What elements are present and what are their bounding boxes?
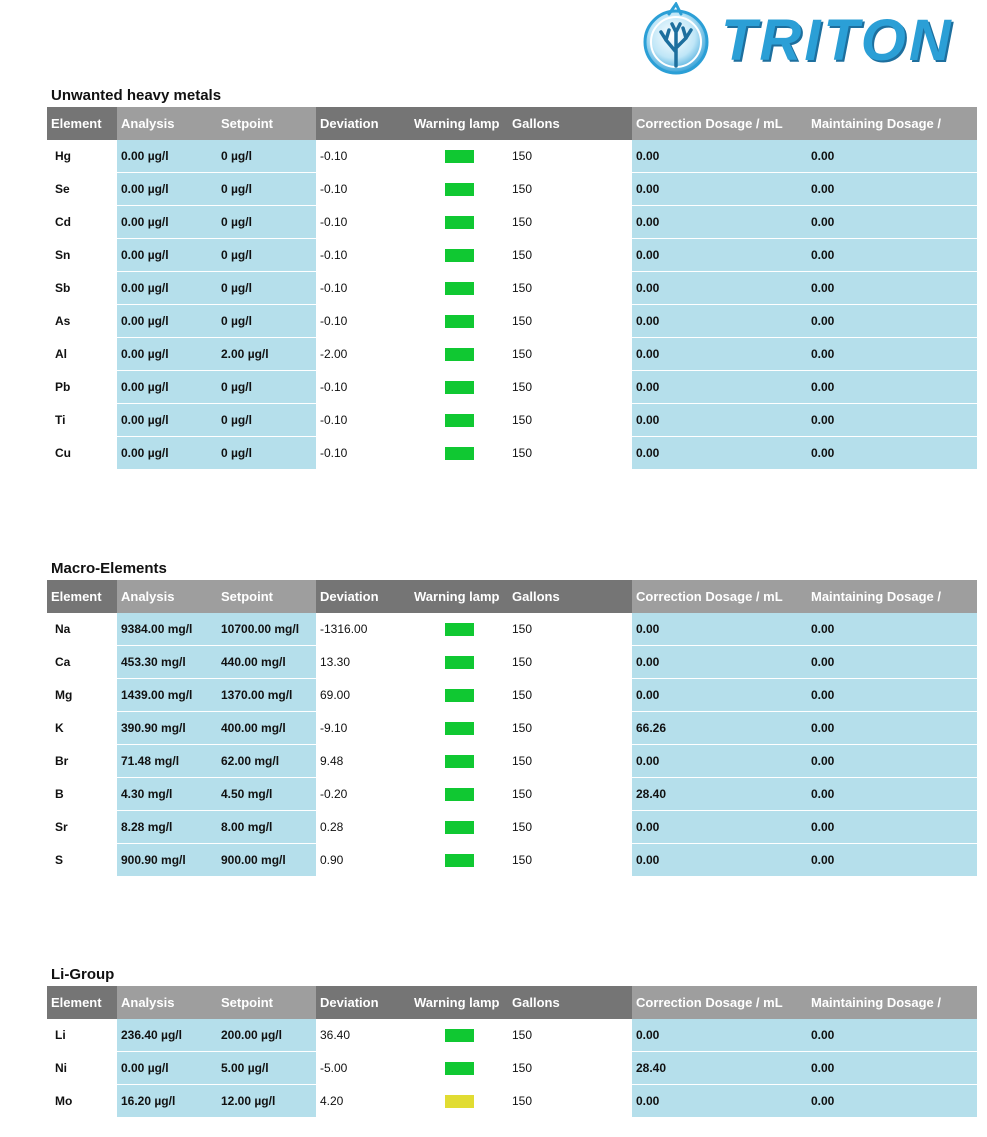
cell-deviation: 0.90 (316, 844, 410, 877)
warning-lamp-cell (410, 745, 508, 778)
table-row (47, 140, 977, 173)
section-title: Macro-Elements (51, 560, 167, 577)
table-row (47, 371, 977, 404)
cell-analysis: 0.00 µg/l (117, 1052, 217, 1085)
cell-element: Ti (47, 404, 117, 437)
warning-lamp-icon (445, 282, 474, 295)
cell-maintaining: 0.00 (807, 206, 977, 239)
table-row (47, 239, 977, 272)
cell-gallons: 150 (508, 646, 632, 679)
column-header-element: Element (47, 580, 117, 613)
cell-gallons: 150 (508, 371, 632, 404)
cell-deviation: 36.40 (316, 1019, 410, 1052)
cell-element: Mo (47, 1085, 117, 1118)
cell-deviation: -0.10 (316, 437, 410, 470)
cell-setpoint: 5.00 µg/l (217, 1052, 316, 1085)
column-header-analysis: Analysis (117, 580, 217, 613)
warning-lamp-icon (445, 689, 474, 702)
section-2 (47, 964, 977, 1118)
cell-analysis: 0.00 µg/l (117, 404, 217, 437)
warning-lamp-icon (445, 788, 474, 801)
column-header-element: Element (47, 107, 117, 140)
cell-setpoint: 8.00 mg/l (217, 811, 316, 844)
table-row (47, 646, 977, 679)
cell-gallons: 150 (508, 338, 632, 371)
warning-lamp-icon (445, 1062, 474, 1075)
table-row (47, 404, 977, 437)
warning-lamp-cell (410, 646, 508, 679)
cell-element: As (47, 305, 117, 338)
column-header-lamp: Warning lamp (410, 986, 508, 1019)
cell-maintaining: 0.00 (807, 1052, 977, 1085)
warning-lamp-icon (445, 414, 474, 427)
cell-maintaining: 0.00 (807, 305, 977, 338)
cell-maintaining: 0.00 (807, 1019, 977, 1052)
cell-maintaining: 0.00 (807, 613, 977, 646)
cell-deviation: -0.10 (316, 404, 410, 437)
cell-analysis: 0.00 µg/l (117, 239, 217, 272)
cell-correction: 0.00 (632, 206, 807, 239)
table-row (47, 745, 977, 778)
cell-correction: 0.00 (632, 844, 807, 877)
cell-deviation: -2.00 (316, 338, 410, 371)
warning-lamp-cell (410, 712, 508, 745)
cell-analysis: 0.00 µg/l (117, 371, 217, 404)
warning-lamp-icon (445, 447, 474, 460)
cell-gallons: 150 (508, 679, 632, 712)
analysis-table (47, 580, 977, 877)
cell-element: Pb (47, 371, 117, 404)
cell-analysis: 453.30 mg/l (117, 646, 217, 679)
cell-gallons: 150 (508, 272, 632, 305)
table-row (47, 338, 977, 371)
cell-setpoint: 0 µg/l (217, 140, 316, 173)
column-header-lamp: Warning lamp (410, 107, 508, 140)
cell-deviation: 0.28 (316, 811, 410, 844)
column-header-correction: Correction Dosage / mL (632, 986, 807, 1019)
cell-element: K (47, 712, 117, 745)
cell-setpoint: 440.00 mg/l (217, 646, 316, 679)
warning-lamp-cell (410, 778, 508, 811)
warning-lamp-icon (445, 216, 474, 229)
cell-element: Se (47, 173, 117, 206)
cell-maintaining: 0.00 (807, 646, 977, 679)
cell-maintaining: 0.00 (807, 371, 977, 404)
table-row (47, 679, 977, 712)
table-row (47, 206, 977, 239)
section-1 (47, 558, 977, 877)
cell-maintaining: 0.00 (807, 712, 977, 745)
cell-gallons: 150 (508, 206, 632, 239)
cell-analysis: 0.00 µg/l (117, 140, 217, 173)
table-header-row (47, 580, 977, 613)
cell-correction: 0.00 (632, 239, 807, 272)
cell-element: S (47, 844, 117, 877)
cell-setpoint: 62.00 mg/l (217, 745, 316, 778)
cell-setpoint: 400.00 mg/l (217, 712, 316, 745)
cell-element: Cu (47, 437, 117, 470)
table-row (47, 712, 977, 745)
cell-element: B (47, 778, 117, 811)
warning-lamp-icon (445, 854, 474, 867)
warning-lamp-icon (445, 183, 474, 196)
cell-correction: 0.00 (632, 173, 807, 206)
table-row (47, 1085, 977, 1118)
table-header-row (47, 986, 977, 1019)
cell-gallons: 150 (508, 1085, 632, 1118)
cell-setpoint: 0 µg/l (217, 437, 316, 470)
warning-lamp-icon (445, 348, 474, 361)
cell-maintaining: 0.00 (807, 844, 977, 877)
cell-maintaining: 0.00 (807, 778, 977, 811)
column-header-gallons: Gallons (508, 107, 632, 140)
cell-correction: 0.00 (632, 811, 807, 844)
cell-analysis: 1439.00 mg/l (117, 679, 217, 712)
table-row (47, 778, 977, 811)
table-row (47, 272, 977, 305)
warning-lamp-icon (445, 150, 474, 163)
cell-deviation: -0.10 (316, 305, 410, 338)
column-header-correction: Correction Dosage / mL (632, 107, 807, 140)
cell-deviation: -0.10 (316, 140, 410, 173)
cell-deviation: 9.48 (316, 745, 410, 778)
cell-gallons: 150 (508, 613, 632, 646)
cell-analysis: 4.30 mg/l (117, 778, 217, 811)
cell-correction: 0.00 (632, 338, 807, 371)
cell-element: Cd (47, 206, 117, 239)
column-header-lamp: Warning lamp (410, 580, 508, 613)
cell-maintaining: 0.00 (807, 338, 977, 371)
cell-setpoint: 0 µg/l (217, 272, 316, 305)
cell-deviation: 69.00 (316, 679, 410, 712)
column-header-maintaining: Maintaining Dosage / (807, 986, 977, 1019)
warning-lamp-cell (410, 206, 508, 239)
column-header-analysis: Analysis (117, 986, 217, 1019)
column-header-deviation: Deviation (316, 107, 410, 140)
cell-correction: 66.26 (632, 712, 807, 745)
cell-maintaining: 0.00 (807, 1085, 977, 1118)
column-header-element: Element (47, 986, 117, 1019)
table-row (47, 844, 977, 877)
cell-setpoint: 1370.00 mg/l (217, 679, 316, 712)
cell-gallons: 150 (508, 778, 632, 811)
cell-element: Br (47, 745, 117, 778)
cell-element: Mg (47, 679, 117, 712)
cell-setpoint: 0 µg/l (217, 404, 316, 437)
cell-correction: 0.00 (632, 371, 807, 404)
cell-analysis: 0.00 µg/l (117, 272, 217, 305)
cell-gallons: 150 (508, 1019, 632, 1052)
table-header-row (47, 107, 977, 140)
cell-maintaining: 0.00 (807, 404, 977, 437)
column-header-deviation: Deviation (316, 580, 410, 613)
column-header-maintaining: Maintaining Dosage / (807, 107, 977, 140)
coral-emblem-icon (645, 4, 707, 73)
cell-correction: 0.00 (632, 613, 807, 646)
cell-setpoint: 0 µg/l (217, 305, 316, 338)
warning-lamp-icon (445, 1095, 474, 1108)
warning-lamp-cell (410, 140, 508, 173)
warning-lamp-icon (445, 755, 474, 768)
cell-gallons: 150 (508, 305, 632, 338)
cell-gallons: 150 (508, 140, 632, 173)
cell-analysis: 900.90 mg/l (117, 844, 217, 877)
cell-gallons: 150 (508, 712, 632, 745)
table-row (47, 305, 977, 338)
warning-lamp-cell (410, 1019, 508, 1052)
cell-setpoint: 0 µg/l (217, 239, 316, 272)
cell-setpoint: 0 µg/l (217, 371, 316, 404)
warning-lamp-icon (445, 381, 474, 394)
cell-analysis: 0.00 µg/l (117, 206, 217, 239)
cell-correction: 0.00 (632, 305, 807, 338)
warning-lamp-icon (445, 656, 474, 669)
cell-deviation: -0.10 (316, 239, 410, 272)
cell-element: Sr (47, 811, 117, 844)
cell-element: Ni (47, 1052, 117, 1085)
cell-deviation: -0.10 (316, 173, 410, 206)
cell-deviation: -5.00 (316, 1052, 410, 1085)
cell-setpoint: 4.50 mg/l (217, 778, 316, 811)
cell-deviation: 4.20 (316, 1085, 410, 1118)
cell-element: Al (47, 338, 117, 371)
logo-text: TRITON (721, 8, 954, 73)
warning-lamp-cell (410, 371, 508, 404)
analysis-table (47, 107, 977, 470)
warning-lamp-cell (410, 239, 508, 272)
cell-setpoint: 900.00 mg/l (217, 844, 316, 877)
table-row (47, 173, 977, 206)
cell-setpoint: 200.00 µg/l (217, 1019, 316, 1052)
cell-correction: 0.00 (632, 272, 807, 305)
cell-analysis: 0.00 µg/l (117, 437, 217, 470)
cell-maintaining: 0.00 (807, 272, 977, 305)
cell-element: Na (47, 613, 117, 646)
warning-lamp-icon (445, 821, 474, 834)
column-header-setpoint: Setpoint (217, 580, 316, 613)
cell-maintaining: 0.00 (807, 745, 977, 778)
column-header-gallons: Gallons (508, 986, 632, 1019)
cell-correction: 0.00 (632, 745, 807, 778)
triton-logo (641, 2, 954, 78)
cell-correction: 0.00 (632, 404, 807, 437)
warning-lamp-cell (410, 437, 508, 470)
cell-analysis: 0.00 µg/l (117, 305, 217, 338)
column-header-gallons: Gallons (508, 580, 632, 613)
column-header-analysis: Analysis (117, 107, 217, 140)
cell-gallons: 150 (508, 1052, 632, 1085)
column-header-correction: Correction Dosage / mL (632, 580, 807, 613)
table-row (47, 811, 977, 844)
analysis-table (47, 986, 977, 1118)
cell-analysis: 71.48 mg/l (117, 745, 217, 778)
cell-gallons: 150 (508, 745, 632, 778)
warning-lamp-cell (410, 338, 508, 371)
warning-lamp-cell (410, 404, 508, 437)
warning-lamp-cell (410, 272, 508, 305)
cell-setpoint: 2.00 µg/l (217, 338, 316, 371)
cell-element: Li (47, 1019, 117, 1052)
cell-element: Hg (47, 140, 117, 173)
cell-element: Ca (47, 646, 117, 679)
warning-lamp-icon (445, 722, 474, 735)
cell-maintaining: 0.00 (807, 811, 977, 844)
cell-element: Sb (47, 272, 117, 305)
cell-deviation: -0.10 (316, 206, 410, 239)
cell-analysis: 9384.00 mg/l (117, 613, 217, 646)
cell-setpoint: 10700.00 mg/l (217, 613, 316, 646)
cell-maintaining: 0.00 (807, 173, 977, 206)
warning-lamp-icon (445, 249, 474, 262)
cell-correction: 0.00 (632, 140, 807, 173)
warning-lamp-cell (410, 173, 508, 206)
cell-gallons: 150 (508, 239, 632, 272)
warning-lamp-icon (445, 1029, 474, 1042)
cell-gallons: 150 (508, 811, 632, 844)
cell-analysis: 8.28 mg/l (117, 811, 217, 844)
warning-lamp-cell (410, 811, 508, 844)
column-header-deviation: Deviation (316, 986, 410, 1019)
cell-analysis: 0.00 µg/l (117, 338, 217, 371)
cell-element: Sn (47, 239, 117, 272)
cell-gallons: 150 (508, 404, 632, 437)
warning-lamp-icon (445, 315, 474, 328)
warning-lamp-cell (410, 305, 508, 338)
cell-analysis: 236.40 µg/l (117, 1019, 217, 1052)
cell-gallons: 150 (508, 437, 632, 470)
cell-correction: 28.40 (632, 778, 807, 811)
cell-setpoint: 12.00 µg/l (217, 1085, 316, 1118)
cell-maintaining: 0.00 (807, 437, 977, 470)
cell-deviation: -0.10 (316, 272, 410, 305)
section-0 (47, 85, 977, 470)
table-row (47, 613, 977, 646)
cell-correction: 0.00 (632, 679, 807, 712)
cell-deviation: -9.10 (316, 712, 410, 745)
cell-deviation: -1316.00 (316, 613, 410, 646)
cell-correction: 0.00 (632, 437, 807, 470)
cell-deviation: -0.20 (316, 778, 410, 811)
cell-deviation: 13.30 (316, 646, 410, 679)
warning-lamp-icon (445, 623, 474, 636)
cell-analysis: 16.20 µg/l (117, 1085, 217, 1118)
warning-lamp-cell (410, 1085, 508, 1118)
table-row (47, 1052, 977, 1085)
section-title: Unwanted heavy metals (51, 87, 222, 104)
table-row (47, 1019, 977, 1052)
cell-maintaining: 0.00 (807, 239, 977, 272)
warning-lamp-cell (410, 679, 508, 712)
cell-deviation: -0.10 (316, 371, 410, 404)
cell-correction: 0.00 (632, 1019, 807, 1052)
cell-correction: 0.00 (632, 646, 807, 679)
warning-lamp-cell (410, 613, 508, 646)
warning-lamp-cell (410, 844, 508, 877)
cell-correction: 0.00 (632, 1085, 807, 1118)
column-header-setpoint: Setpoint (217, 986, 316, 1019)
cell-setpoint: 0 µg/l (217, 206, 316, 239)
cell-analysis: 0.00 µg/l (117, 173, 217, 206)
column-header-setpoint: Setpoint (217, 107, 316, 140)
table-row (47, 437, 977, 470)
cell-maintaining: 0.00 (807, 140, 977, 173)
warning-lamp-cell (410, 1052, 508, 1085)
cell-analysis: 390.90 mg/l (117, 712, 217, 745)
section-title: Li-Group (51, 966, 115, 983)
column-header-maintaining: Maintaining Dosage / (807, 580, 977, 613)
cell-gallons: 150 (508, 173, 632, 206)
cell-maintaining: 0.00 (807, 679, 977, 712)
cell-gallons: 150 (508, 844, 632, 877)
cell-correction: 28.40 (632, 1052, 807, 1085)
cell-setpoint: 0 µg/l (217, 173, 316, 206)
